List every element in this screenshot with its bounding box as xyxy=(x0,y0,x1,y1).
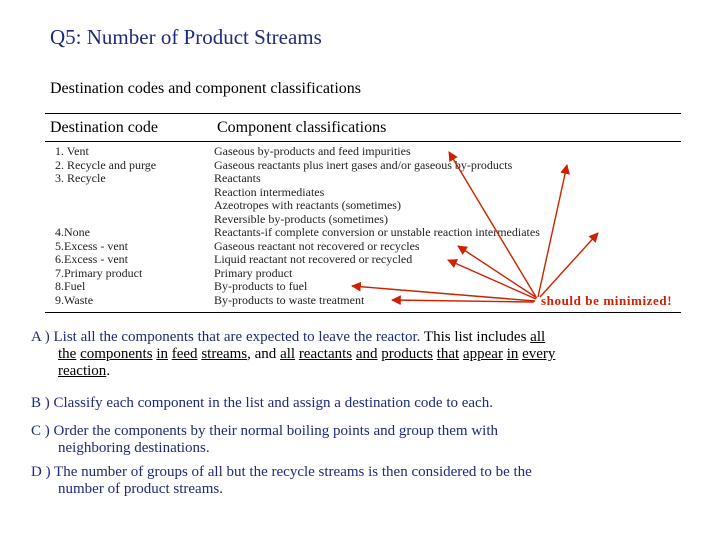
classification-item: Reaction intermediates xyxy=(214,184,325,199)
code-item: 9.Waste xyxy=(55,292,94,307)
step-a-word: feed xyxy=(171,346,198,362)
step-a-word: components xyxy=(80,346,153,362)
code-item: 3. Recycle xyxy=(55,171,106,185)
code-item: 1. Vent xyxy=(55,144,89,158)
step-a-text: . xyxy=(106,363,111,379)
header-component-classifications: Component classifications xyxy=(217,119,387,136)
destination-code-list xyxy=(55,145,156,307)
step-a-word: reactants xyxy=(298,346,353,362)
step-a-continuation xyxy=(31,346,681,363)
code-item: 2. Recycle and purge xyxy=(55,157,157,172)
step-a-continuation xyxy=(31,363,681,380)
step-b: B ) Classify each component in the list and assign a destination code to each. xyxy=(31,395,493,411)
page-title: Q5: Number of Product Streams xyxy=(50,25,322,49)
arrow-gaseous-reactants xyxy=(538,165,567,297)
code-item: 8.Fuel xyxy=(55,279,86,293)
component-classification-list xyxy=(214,145,540,307)
step-c xyxy=(31,423,681,457)
header-destination-code: Destination code xyxy=(50,119,158,136)
classification-item: Reactants-if complete conversion or unstable reaction intermediates xyxy=(214,225,540,239)
table-header-rule xyxy=(45,141,681,142)
classification-item: Gaseous reactants plus inert gases and/or gaseous by-products xyxy=(214,157,513,172)
classification-item: Reversible by-products (sometimes) xyxy=(214,211,388,226)
code-item: 7.Primary product xyxy=(55,265,143,280)
step-a-word: all xyxy=(280,346,296,362)
step-c-line: C ) Order the components by their normal boiling points and group them with xyxy=(31,423,499,439)
table-bottom-rule xyxy=(45,312,681,313)
step-a-word: in xyxy=(506,346,519,362)
step-a-word: in xyxy=(156,346,168,362)
step-a-text: This list includes xyxy=(423,329,531,345)
code-item xyxy=(55,213,156,227)
step-a-word: reaction xyxy=(58,363,107,379)
step-a-text: , and xyxy=(247,346,281,362)
step-a-word: all xyxy=(530,329,546,345)
classification-item: Gaseous by-products and feed impurities xyxy=(214,144,411,158)
step-a-word: streams xyxy=(201,346,248,362)
code-item: 6.Excess - vent xyxy=(55,252,128,266)
classification-item: Primary product xyxy=(214,265,293,280)
step-a-word: appear xyxy=(462,346,503,362)
classification-item: Gaseous reactant not recovered or recycles xyxy=(214,238,420,253)
step-a-word: every xyxy=(522,346,556,362)
code-item xyxy=(55,199,156,213)
table-top-rule xyxy=(45,113,681,114)
step-a-word: that xyxy=(436,346,460,362)
step-a-word: the xyxy=(58,346,77,362)
step-a-word: and xyxy=(355,346,378,362)
arrow-reactants-complete xyxy=(540,233,598,297)
step-d-line: number of product streams. xyxy=(58,481,223,497)
code-item: 5.Excess - vent xyxy=(55,238,128,253)
step-d xyxy=(31,464,681,498)
code-item xyxy=(55,186,156,200)
classification-item: Azeotropes with reactants (sometimes) xyxy=(214,198,401,212)
classification-item: By-products to waste treatment xyxy=(214,292,365,307)
classification-item: By-products to fuel xyxy=(214,279,308,293)
step-a-label: A ) List all the components that are expected to leave the reactor. xyxy=(31,329,424,345)
classification-item: Reactants xyxy=(214,171,261,185)
should-be-minimized-note: should be minimized! xyxy=(541,293,673,308)
step-a-word: products xyxy=(381,346,433,362)
step-c-line: neighboring destinations. xyxy=(58,440,210,456)
code-item: 4.None xyxy=(55,225,90,239)
step-a xyxy=(31,329,681,380)
step-d-line: D ) The number of groups of all but the recycle streams is then considered to be the xyxy=(31,464,532,480)
classification-item: Liquid reactant not recovered or recycled xyxy=(214,252,413,266)
table-subtitle: Destination codes and component classifications xyxy=(50,80,362,97)
